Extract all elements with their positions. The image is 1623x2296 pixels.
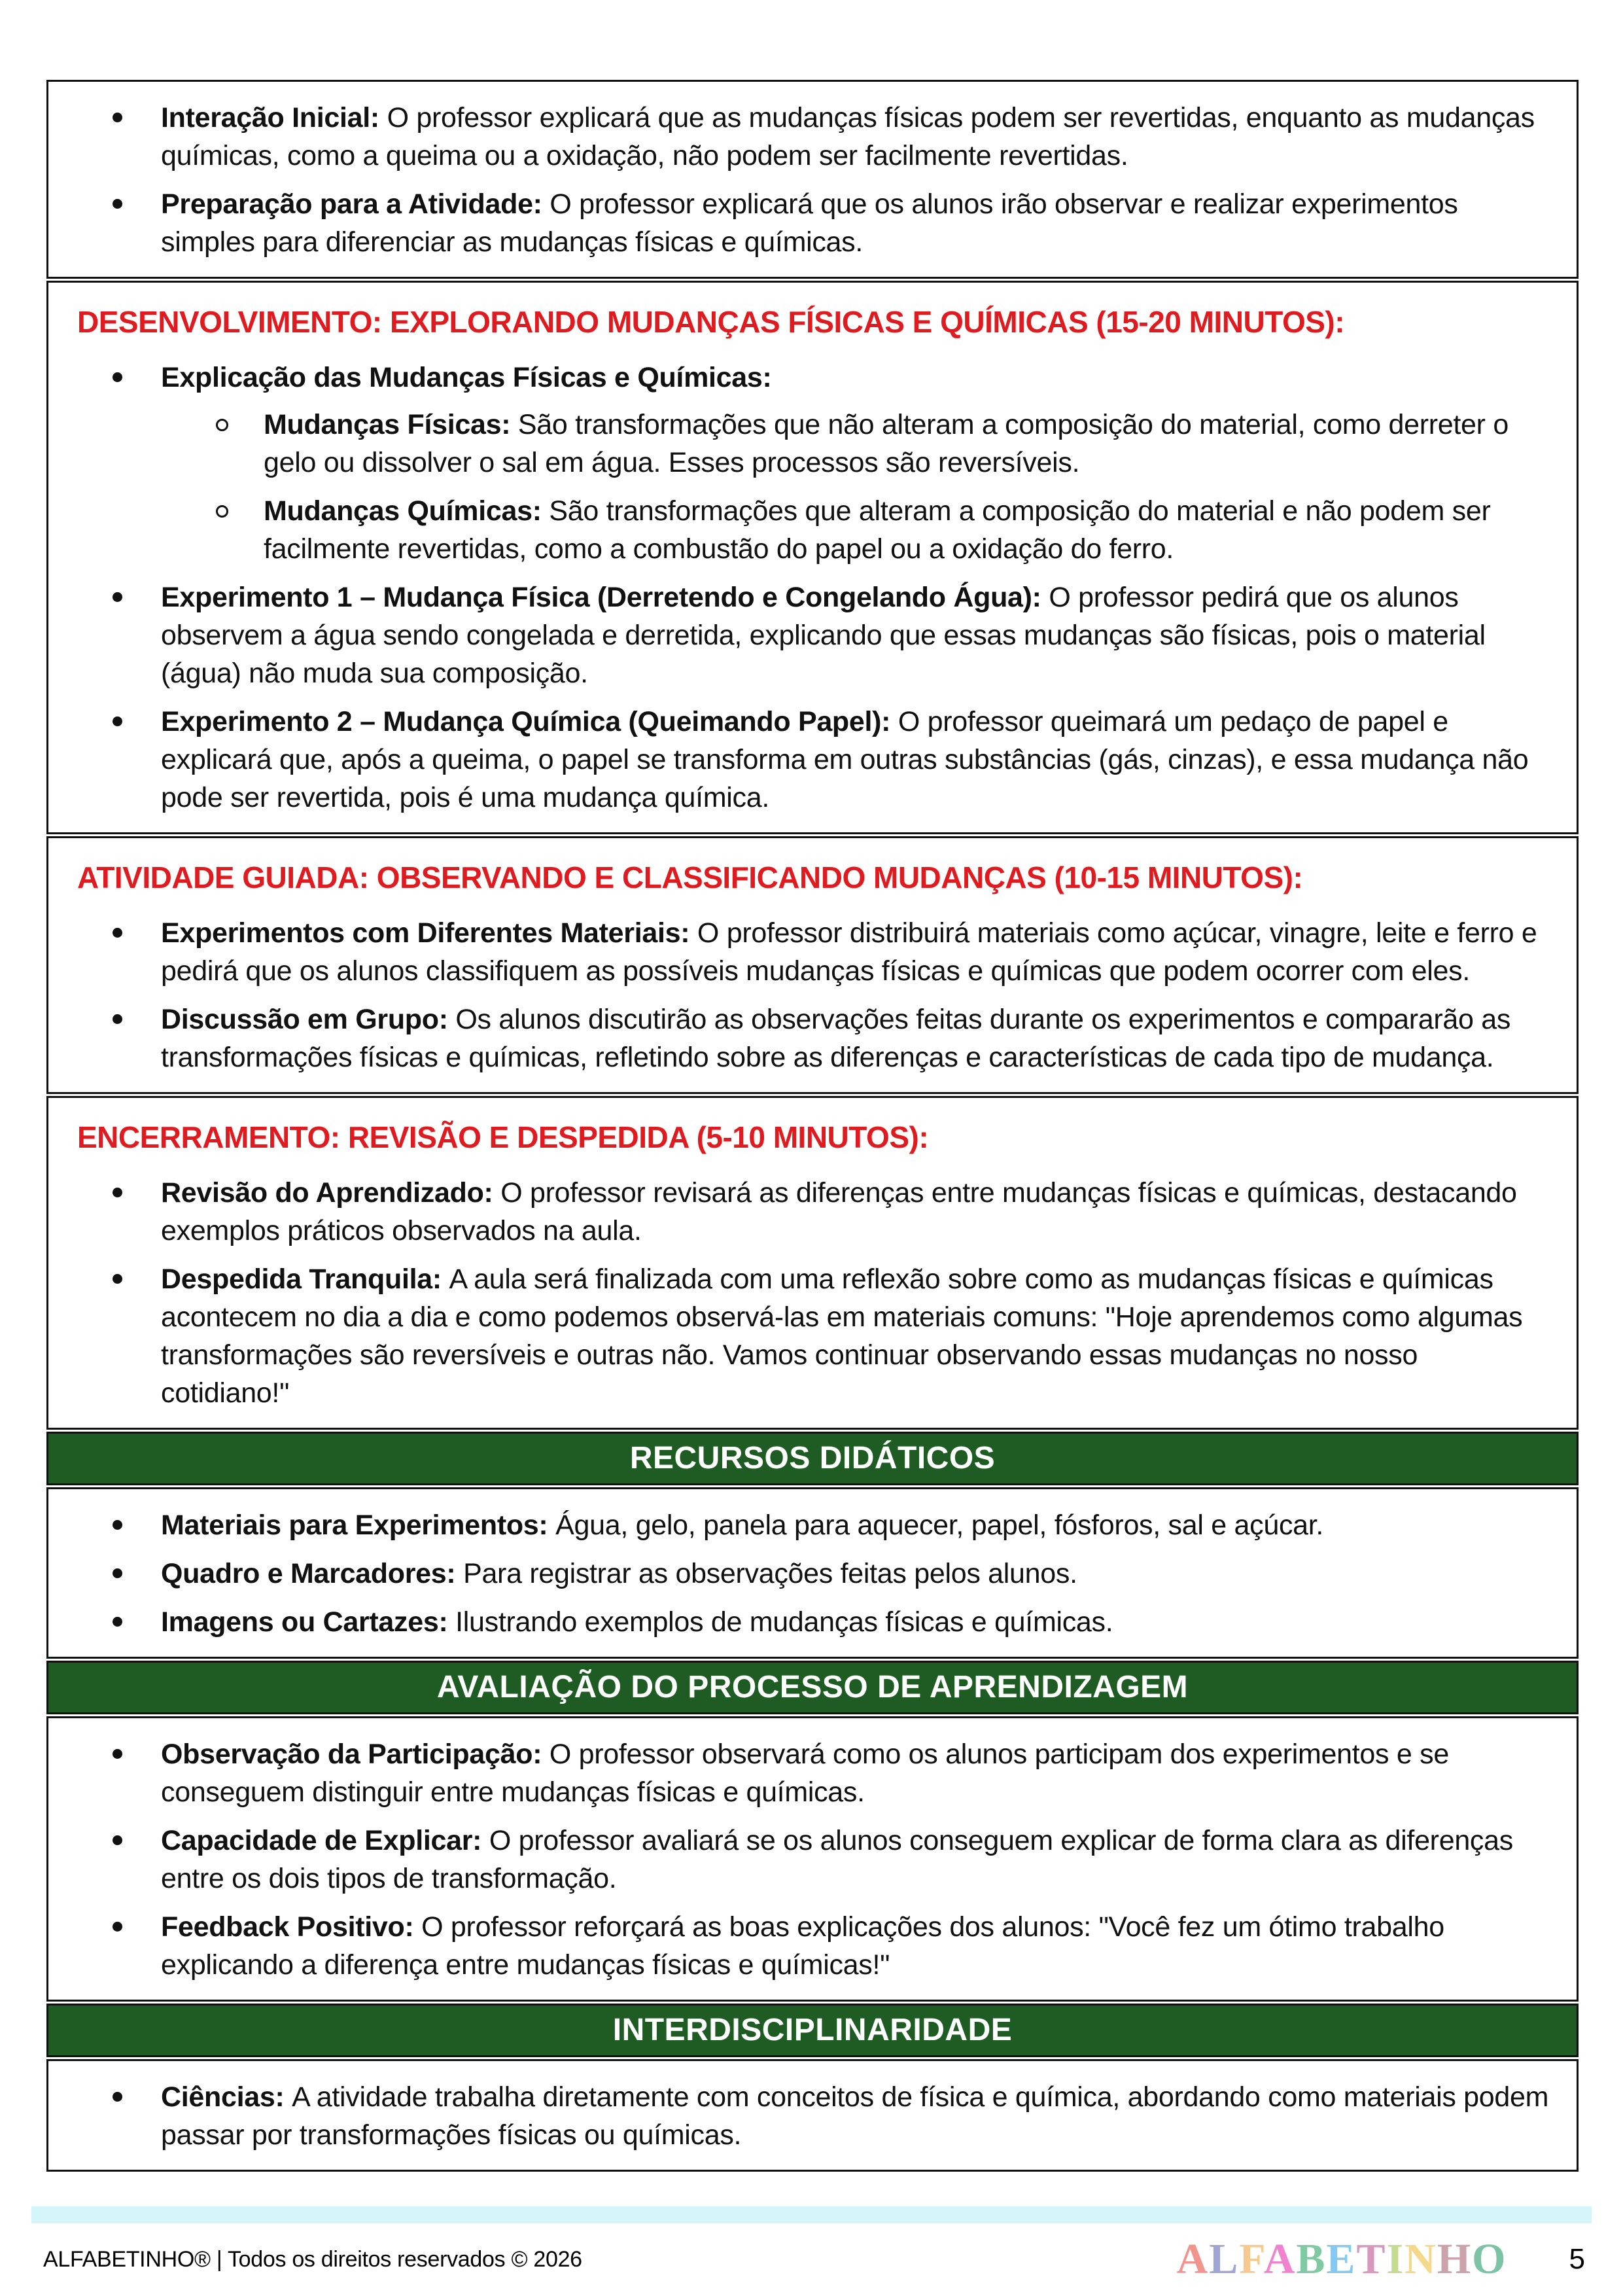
bullet-text: O professor reforçará as boas explicações dos alunos: "Você fez um ótimo trabalho explicando a diferença entre mudanças físicas e químicas!" [161, 1911, 1444, 1981]
bullet-text: O professor observará como os alunos participam dos experimentos e se conseguem distinguir entre mudanças físicas e químicas. [161, 1739, 1449, 1808]
bullet-text: Para registrar as observações feitas pelos alunos. [463, 1558, 1077, 1589]
bullet-dot-icon [113, 1274, 122, 1284]
bullet-text: São transformações que alteram a composição do material e não podem ser facilmente revertidas, como a combustão do papel ou a oxidação do ferro. [264, 495, 1491, 565]
bullet-text: O professor explicará que as mudanças físicas podem ser revertidas, enquanto as mudanças químicas, como a queima ou a oxidação, não podem ser facilmente revertidas. [161, 102, 1535, 171]
logo-letter: N [1405, 2235, 1437, 2283]
bullet-label: Experimentos com Diferentes Materiais: [161, 917, 697, 949]
bullet-dot-icon [113, 928, 122, 938]
footer [43, 2228, 1585, 2291]
bullet-text: Água, gelo, panela para aquecer, papel, fósforos, sal e açúcar. [555, 1510, 1324, 1541]
bullet-dot-icon [113, 1922, 122, 1932]
logo-letter: O [1472, 2235, 1507, 2283]
bullet-label: Despedida Tranquila: [161, 1263, 449, 1295]
bullet-list [75, 1506, 1550, 1641]
section-box [46, 1096, 1579, 1430]
bullet-item [75, 1555, 1550, 1593]
bullet-label: Mudanças Químicas: [264, 495, 550, 527]
bullet-item [75, 1000, 1550, 1076]
bullet-label: Mudanças Físicas: [264, 409, 518, 440]
bullet-label: Experimento 1 – Mudança Física (Derretendo e Congelando Água): [161, 582, 1049, 613]
bullet-label: Materiais para Experimentos: [161, 1510, 556, 1541]
bullet-text: O professor explicará que os alunos irão observar e realizar experimentos simples para diferenciar as mudanças físicas e químicas. [161, 188, 1458, 258]
bullet-text: São transformações que não alteram a composição do material, como derreter o gelo ou dissolver o sal em água. Esses processos são reversíveis. [264, 409, 1509, 478]
section-header: DESENVOLVIMENTO: EXPLORANDO MUDANÇAS FÍSICAS E QUÍMICAS (15-20 MINUTOS): [77, 305, 1345, 339]
bullet-label: Capacidade de Explicar: [161, 1825, 489, 1856]
bullet-label: Feedback Positivo: [161, 1911, 422, 1943]
bullet-label: Explicação das Mudanças Físicas e Químicas: [161, 362, 772, 393]
bullet-circle-icon [216, 419, 228, 431]
bullet-text: Ilustrando exemplos de mudanças físicas e químicas. [455, 1606, 1113, 1638]
logo-letter: B [1296, 2235, 1327, 2283]
logo-letter: A [1263, 2235, 1297, 2283]
bullet-item [75, 2078, 1550, 2154]
section-box [46, 1487, 1579, 1659]
bullet-text: O professor avaliará se os alunos conseguem explicar de forma clara as diferenças entre os dois tipos de transformação. [161, 1825, 1513, 1894]
page-number: 5 [1569, 2243, 1585, 2275]
bullet-text: Os alunos discutirão as observações feitas durante os experimentos e compararão as transformações físicas e químicas, refletindo sobre as diferenças e características de cada tipo de mudança. [161, 1004, 1511, 1073]
bullet-dot-icon [113, 1014, 122, 1024]
bullet-item [75, 1822, 1550, 1898]
bullet-dot-icon [113, 113, 122, 122]
bullet-label: Experimento 2 – Mudança Química (Queimando Papel): [161, 706, 898, 737]
bullet-dot-icon [113, 592, 122, 602]
bullet-label: Discussão em Grupo: [161, 1004, 456, 1035]
bullet-dot-icon [113, 372, 122, 382]
section-header: ENCERRAMENTO: REVISÃO E DESPEDIDA (5-10 MINUTOS): [77, 1120, 929, 1154]
logo-letter: H [1437, 2235, 1473, 2283]
bullet-list [75, 1735, 1550, 1984]
bullet-item [75, 359, 1550, 568]
logo-letter: L [1209, 2235, 1240, 2283]
bullet-dot-icon [113, 1188, 122, 1197]
section-box [46, 836, 1579, 1094]
bullet-dot-icon [113, 1835, 122, 1845]
bullet-text: O professor revisará as diferenças entre mudanças físicas e químicas, destacando exemplos práticos observados na aula. [161, 1177, 1517, 1246]
brand-logo [1177, 2234, 1507, 2284]
logo-letter: I [1386, 2235, 1405, 2283]
bullet-item [75, 1908, 1550, 1984]
section-box [46, 2059, 1579, 2172]
bullet-list [75, 99, 1550, 261]
sections [46, 80, 1579, 2174]
bullet-dot-icon [113, 1568, 122, 1578]
bullet-dot-icon [113, 1617, 122, 1627]
bullet-item [75, 99, 1550, 175]
bullet-text: O professor pedirá que os alunos observem a água sendo congelada e derretida, explicando que essas mudanças são físicas, pois o material (água) não muda sua composição. [161, 582, 1486, 689]
bullet-item [75, 1603, 1550, 1641]
sub-bullet-list [161, 406, 1550, 568]
bullet-list [75, 359, 1550, 817]
section-box [46, 1716, 1579, 2002]
bullet-item [75, 1506, 1550, 1544]
bullet-text: O professor distribuirá materiais como açúcar, vinagre, leite e ferro e pedirá que os alunos classifiquem as possíveis mudanças físicas e químicas que podem ocorrer com eles. [161, 917, 1537, 987]
footer-accent-band [31, 2206, 1592, 2223]
bullet-label: Interação Inicial: [161, 102, 387, 133]
bullet-dot-icon [113, 716, 122, 726]
bullet-list [75, 1174, 1550, 1412]
bullet-label: Quadro e Marcadores: [161, 1558, 464, 1589]
footer-copyright: ALFABETINHO® | Todos os direitos reservados © 2026 [43, 2246, 582, 2272]
sub-bullet-item [161, 492, 1550, 568]
section-banner: RECURSOS DIDÁTICOS [46, 1432, 1579, 1485]
logo-letter: F [1239, 2235, 1264, 2283]
bullet-dot-icon [113, 1520, 122, 1530]
bullet-dot-icon [113, 199, 122, 209]
bullet-label: Imagens ou Cartazes: [161, 1606, 456, 1638]
bullet-label: Observação da Participação: [161, 1739, 550, 1770]
section-header: ATIVIDADE GUIADA: OBSERVANDO E CLASSIFICANDO MUDANÇAS (10-15 MINUTOS): [77, 860, 1303, 894]
bullet-item [75, 1260, 1550, 1412]
bullet-label: Revisão do Aprendizado: [161, 1177, 501, 1209]
section-banner: AVALIAÇÃO DO PROCESSO DE APRENDIZAGEM [46, 1661, 1579, 1714]
bullet-list [75, 914, 1550, 1076]
bullet-item [75, 703, 1550, 817]
bullet-text: A atividade trabalha diretamente com conceitos de física e química, abordando como materiais podem passar por transformações físicas ou químicas. [161, 2081, 1549, 2151]
bullet-text: A aula será finalizada com uma reflexão sobre como as mudanças físicas e químicas acontecem no dia a dia e como podemos observá-las em materiais comuns: "Hoje aprendemos como algumas transformações são reversíveis e outras não. Vamos continuar observando essas mudanças no nosso cotidiano!" [161, 1263, 1523, 1409]
bullet-item [75, 914, 1550, 990]
bullet-text: O professor queimará um pedaço de papel e explicará que, após a queima, o papel se transforma em outras substâncias (gás, cinzas), e essa mudança não pode ser revertida, pois é uma mudança química. [161, 706, 1529, 813]
bullet-item [75, 185, 1550, 261]
bullet-item [75, 1735, 1550, 1811]
bullet-list [75, 2078, 1550, 2154]
logo-letter: E [1326, 2235, 1357, 2283]
sub-bullet-item [161, 406, 1550, 482]
section-banner: INTERDISCIPLINARIDADE [46, 2004, 1579, 2057]
section-box [46, 281, 1579, 834]
bullet-label: Ciências: [161, 2081, 292, 2113]
bullet-dot-icon [113, 1749, 122, 1759]
bullet-circle-icon [216, 505, 228, 518]
bullet-dot-icon [113, 2092, 122, 2102]
bullet-label: Preparação para a Atividade: [161, 188, 550, 220]
section-box [46, 80, 1579, 279]
bullet-item [75, 1174, 1550, 1250]
logo-letter: A [1176, 2235, 1210, 2283]
bullet-item [75, 578, 1550, 692]
logo-letter: T [1356, 2235, 1387, 2283]
